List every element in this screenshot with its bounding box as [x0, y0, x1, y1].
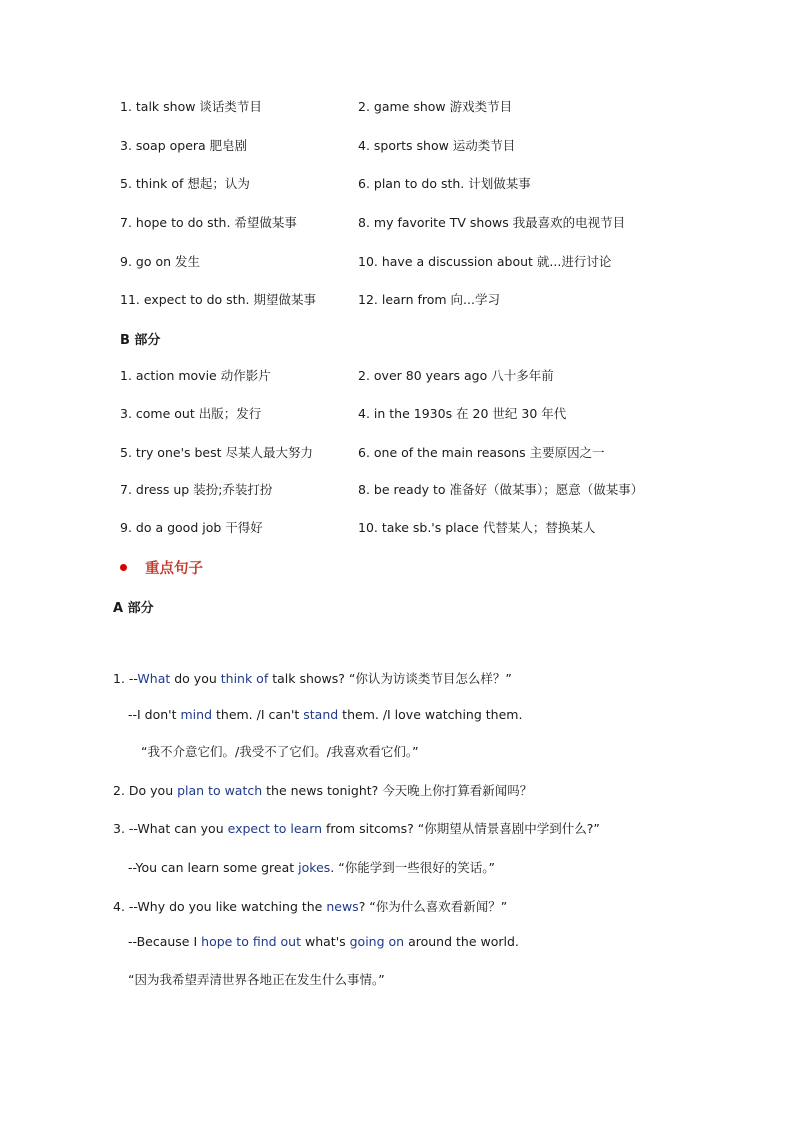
sentence-3 — [113, 819, 600, 837]
answer-highlight: jokes — [298, 860, 331, 875]
phrase-a-5: 5. think of 想起；认为 — [120, 176, 250, 191]
sentence-4 — [113, 897, 507, 915]
sentence-4-text: 4. --Why do you like watching the — [113, 899, 327, 914]
phrase-b-9: 9. do a good job 干得好 — [120, 520, 263, 535]
section-b-label: B 部分 — [120, 333, 161, 348]
section-a-label: A 部分 — [113, 601, 154, 616]
sentence-2 — [113, 781, 532, 799]
answer-text: --I don't — [128, 707, 181, 722]
phrase-a-6: 6. plan to do sth. 计划做某事 — [358, 176, 531, 191]
sentence-1-text: do you — [170, 671, 221, 686]
key-sentences-heading — [120, 557, 203, 578]
phrase-a-1: 1. talk show 谈话类节目 — [120, 99, 262, 114]
sentence-1-highlight: think of — [220, 671, 269, 686]
phrase-a-8: 8. my favorite TV shows 我最喜欢的电视节目 — [358, 215, 626, 230]
sentence-3-text: 3. --What can you — [113, 821, 228, 836]
phrase-a-2: 2. game show 游戏类节目 — [358, 99, 513, 114]
phrase-a-10: 10. have a discussion about 就...进行讨论 — [358, 254, 612, 269]
phrase-a-4: 4. sports show 运动类节目 — [358, 138, 516, 153]
answer-text: what's — [301, 934, 350, 949]
sentence-2-highlight: plan to watch — [177, 783, 263, 798]
phrase-b-10: 10. take sb.'s place 代替某人；替换某人 — [358, 520, 596, 535]
sentence-1-highlight: What — [137, 671, 171, 686]
sentence-1 — [113, 669, 512, 687]
sentence-4-answer — [128, 934, 519, 949]
phrase-a-9: 9. go on 发生 — [120, 254, 200, 269]
answer-text: them. /I love watching them. — [338, 707, 523, 722]
answer-text: . “你能学到一些很好的笑话。” — [330, 860, 495, 875]
sentence-2-text: the news tonight? 今天晚上你打算看新闻吗？ — [262, 783, 533, 798]
phrase-b-5: 5. try one's best 尽某人最大努力 — [120, 445, 314, 460]
key-sentences-heading-text: 重点句子 — [145, 561, 203, 577]
answer-highlight: going on — [349, 934, 405, 949]
sentence-1-text: talk shows? “你认为访谈类节目怎么样？” — [268, 671, 512, 686]
sentence-4-text: ? “你为什么喜欢看新闻？” — [358, 899, 508, 914]
sentence-3-text: from sitcoms? “你期望从情景喜剧中学到什么?” — [322, 821, 600, 836]
sentence-1-translation: “我不介意它们。/我受不了它们。/我喜欢看它们。” — [141, 744, 419, 759]
answer-text: --Because I — [128, 934, 202, 949]
answer-highlight: stand — [303, 707, 339, 722]
sentence-1-answer — [128, 707, 522, 722]
sentence-1-text: 1. -- — [113, 671, 138, 686]
answer-highlight: hope to find out — [201, 934, 302, 949]
answer-highlight: mind — [180, 707, 213, 722]
phrase-a-3: 3. soap opera 肥皂剧 — [120, 138, 248, 153]
phrase-b-2: 2. over 80 years ago 八十多年前 — [358, 368, 554, 383]
sentence-2-text: 2. Do you — [113, 783, 178, 798]
sentence-3-highlight: expect to learn — [227, 821, 323, 836]
answer-text: around the world. — [404, 934, 519, 949]
sentence-4-translation: “因为我希望弄清世界各地正在发生什么事情。” — [128, 972, 385, 987]
phrase-a-12: 12. learn from 向...学习 — [358, 292, 500, 307]
phrase-a-7: 7. hope to do sth. 希望做某事 — [120, 215, 297, 230]
phrase-b-1: 1. action movie 动作影片 — [120, 368, 271, 383]
phrase-b-7: 7. dress up 装扮;乔装打扮 — [120, 482, 273, 497]
sentence-4-highlight: news — [326, 899, 359, 914]
answer-text: them. /I can't — [212, 707, 304, 722]
bullet-icon — [120, 564, 127, 571]
phrase-b-3: 3. come out 出版；发行 — [120, 406, 262, 421]
phrase-b-8: 8. be ready to 准备好（做某事）；愿意（做某事） — [358, 482, 644, 497]
sentence-3-answer — [128, 858, 495, 876]
answer-text: --You can learn some great — [128, 860, 299, 875]
phrase-b-4: 4. in the 1930s 在 20 世纪 30 年代 — [358, 406, 567, 421]
phrase-b-6: 6. one of the main reasons 主要原因之一 — [358, 445, 605, 460]
phrase-a-11: 11. expect to do sth. 期望做某事 — [120, 292, 316, 307]
